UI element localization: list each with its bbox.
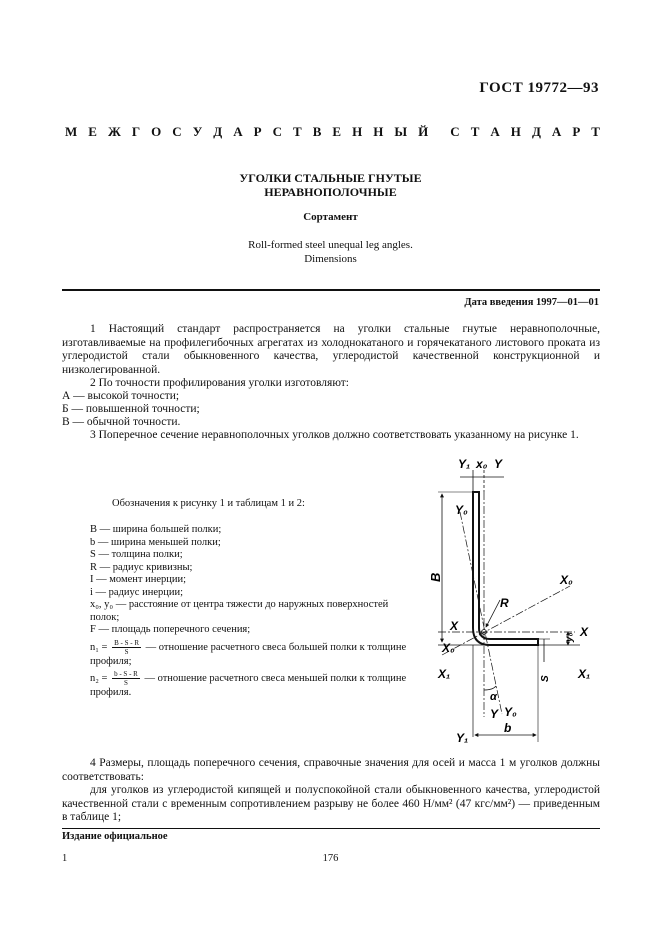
paragraph-4-item: для уголков из углеродистой кипящей и полуспокойной стали обыкновенного качества, углеродистой качественной стали с временным сопротивлением разрыву не более 460 Н/мм² (47 кгс/мм²) — приведенным в таблице 1; xyxy=(62,784,600,823)
interstate-letter: Ы xyxy=(394,124,408,139)
label-Y0-bottom: Y₀ xyxy=(504,705,517,719)
label-alpha: α xyxy=(490,691,497,703)
official-edition: Издание официальное xyxy=(62,831,168,842)
label-X-right: X xyxy=(580,625,589,639)
paragraph-4: 4 Размеры, площадь поперечного сечения, справочные значения для осей и масса 1 м уголков должны соответствовать: xyxy=(62,757,600,783)
interstate-letter: С xyxy=(450,124,460,139)
paragraph-1: 1 Настоящий стандарт распространяется на уголки стальные гнутые неравнополочные, изготавливаемые на профилегибочных агрегатах из холоднокатаного и горячекатаного листового проката из углеродистой стали обыкновенного качества, углеродистой качественной конструкционной и низколегированной. xyxy=(62,323,600,376)
interstate-letter: Т xyxy=(470,124,480,139)
label-S: S xyxy=(540,675,551,682)
legend-item: b — ширина меньшей полки; xyxy=(90,536,221,548)
R-leader xyxy=(486,600,500,627)
label-X-left: X xyxy=(450,619,459,633)
english-title-line-1: Roll-formed steel unequal leg angles. xyxy=(248,239,413,251)
legend-formula-n2 xyxy=(90,670,412,700)
interstate-letter: У xyxy=(192,124,203,139)
interstate-standard-heading xyxy=(65,124,600,140)
legend-heading: Обозначения к рисунку 1 и таблицам 1 и 2: xyxy=(112,498,305,509)
label-X0-left: X₀ xyxy=(442,641,455,655)
n1-fraction xyxy=(112,639,141,656)
y0-axis-line xyxy=(460,512,502,714)
legend-item: I — момент инерции; xyxy=(90,574,187,585)
interstate-letter: А xyxy=(233,124,243,139)
n2-lhs: n₂ = xyxy=(90,672,108,684)
label-y1-top: Y₁ xyxy=(458,457,471,471)
standard-number: ГОСТ 19772—93 xyxy=(479,80,599,96)
interstate-letter: С xyxy=(272,124,282,139)
legend-item: R — радиус кривизны; xyxy=(90,561,193,573)
paragraph-2: 2 По точности профилирования уголки изготовляют: xyxy=(90,377,349,389)
n1-numerator: B - S - R xyxy=(114,638,139,647)
paragraph-2-item-b: Б — повышенной точности; xyxy=(62,403,200,415)
legend-item: S — толщина полки; xyxy=(90,549,183,560)
interstate-letter: Д xyxy=(531,124,541,139)
interstate-letter: Н xyxy=(510,124,521,139)
label-x0-top: x₀ xyxy=(476,457,488,471)
legend-formula-n1 xyxy=(90,639,412,669)
label-B: B xyxy=(428,572,443,582)
english-title-line-2: Dimensions xyxy=(304,253,357,265)
label-y0-upper: Y₀ xyxy=(455,503,468,517)
paragraph-2-item-c: В — обычной точности. xyxy=(62,416,181,428)
n1-lhs: n₁ = xyxy=(90,641,108,653)
introduction-date: Дата введения 1997—01—01 xyxy=(464,297,599,308)
legend-item: B — ширина большей полки; xyxy=(90,524,222,535)
legend-item: i — радиус инерции; xyxy=(90,586,183,598)
n2-description: — отношение расчетного свеса меньшей полки к толщине профиля. xyxy=(90,672,407,698)
interstate-letter: С xyxy=(172,124,182,139)
interstate-letter: Т xyxy=(293,124,302,139)
label-X0-right: X₀ xyxy=(560,573,573,587)
interstate-letter: О xyxy=(151,124,162,139)
document-title xyxy=(0,171,661,199)
interstate-letter: А xyxy=(490,124,500,139)
n2-fraction xyxy=(112,670,140,687)
paragraph-2-item-a: А — высокой точности; xyxy=(62,390,180,402)
label-y-top: Y xyxy=(494,457,503,471)
interstate-letter: М xyxy=(65,124,78,139)
interstate-letter: Й xyxy=(418,124,429,139)
label-b: b xyxy=(504,721,512,735)
footer-divider xyxy=(62,828,600,829)
label-X1-right: X₁ xyxy=(578,667,591,681)
paragraph-3: 3 Поперечное сечение неравнополочных уголков должно соответствовать указанному на рисунке 1. xyxy=(90,429,579,441)
interstate-letter: Р xyxy=(253,124,262,139)
header-divider xyxy=(62,289,600,291)
interstate-letter: Н xyxy=(373,124,384,139)
alpha-arc xyxy=(484,686,496,690)
label-Y-bottom: Y xyxy=(490,707,499,721)
interstate-letter: Р xyxy=(572,124,581,139)
legend-list xyxy=(90,524,412,700)
figure-angle-section xyxy=(420,452,610,747)
interstate-letter: Е xyxy=(88,124,97,139)
interstate-letter: Н xyxy=(352,124,363,139)
legend-item: F — площадь поперечного сечения; xyxy=(90,624,251,635)
interstate-letter: Т xyxy=(591,124,600,139)
label-X1-left: X₁ xyxy=(438,667,451,681)
document-subtitle: Сортамент xyxy=(303,211,358,223)
interstate-letter: В xyxy=(312,124,322,139)
page-number: 176 xyxy=(322,853,339,864)
english-title xyxy=(0,238,661,266)
legend-item: x₀, y₀ — расстояние от центра тяжести до наружных поверхностей полок; xyxy=(90,599,389,623)
title-line-1: УГОЛКИ СТАЛЬНЫЕ ГНУТЫЕ xyxy=(239,171,422,185)
n1-description: — отношение расчетного свеса большей полки к толщине профиля; xyxy=(90,641,407,667)
label-Y1-bottom: Y₁ xyxy=(456,731,469,745)
label-y0-dim: y₀ xyxy=(564,632,575,642)
label-R: R xyxy=(500,596,509,610)
n2-numerator: b - S - R xyxy=(114,670,138,678)
sheet-number: 1 xyxy=(62,853,68,864)
interstate-letter: Д xyxy=(213,124,223,139)
interstate-letter: А xyxy=(551,124,562,139)
n1-denominator: S xyxy=(124,647,129,656)
interstate-letter: Е xyxy=(332,124,342,139)
n2-denominator: S xyxy=(124,679,128,687)
interstate-letter: Г xyxy=(131,124,141,139)
title-line-2: НЕРАВНОПОЛОЧНЫЕ xyxy=(264,185,397,199)
interstate-letter: Ж xyxy=(107,124,121,139)
